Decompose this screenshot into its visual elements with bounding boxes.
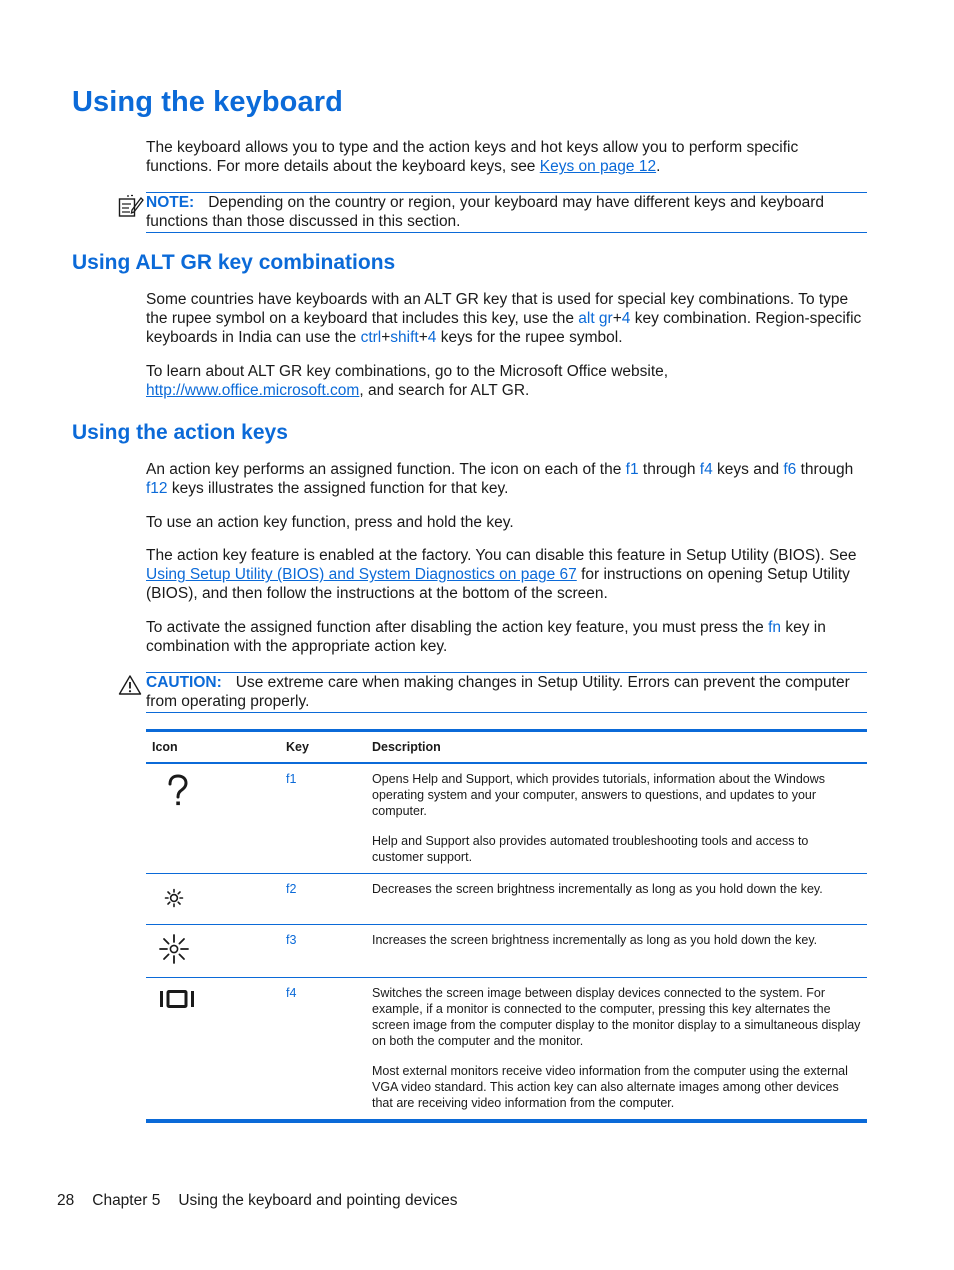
altgr-paragraph-2 [146,362,866,400]
page-number: 28 [57,1192,75,1209]
action-text: for instructions on opening Setup Utility (BIOS), and then follow the instructions at the bottom of the screen. [146,566,850,603]
note-text: Depending on the country or region, your keyboard may have different keys and keyboard functions than those discussed in this section. [146,194,825,231]
switch-display-icon [158,988,198,1010]
key-cell: f1 [280,763,366,874]
header-key: Key [280,731,366,764]
action-paragraph-3 [146,546,866,604]
action-text: The action key feature is enabled at the factory. You can disable this feature in Setup Utility (BIOS). See [146,547,857,564]
action-text: through [638,461,700,478]
plus-sign: + [381,329,391,347]
key-f6: f6 [783,461,797,478]
key-f1: f1 [625,461,639,478]
key-f4: f4 [699,461,713,478]
icon-cell [146,874,280,925]
heading-alt-gr: Using ALT GR key combinations [72,251,396,274]
key-shift: shift [390,329,419,347]
description-cell [366,763,867,874]
action-paragraph-4 [146,618,866,656]
key-alt-gr: alt gr [578,310,613,328]
plus-sign: + [418,329,428,347]
description-cell [366,978,867,1122]
footer-chapter: Chapter 5 [92,1192,161,1209]
description-cell [366,925,867,978]
altgr-text: To learn about ALT GR key combinations, go to the Microsoft Office website, [146,363,669,380]
brightness-up-icon [158,933,190,965]
intro-text-end: . [656,158,661,176]
icon-cell [146,978,280,1122]
key-cell: f2 [280,874,366,925]
brightness-down-icon [162,886,186,910]
note-label: NOTE: [146,194,195,211]
altgr-paragraph-1 [146,290,866,348]
description-text: Opens Help and Support, which provides tutorials, information about the Windows operating system and your computer, answers to questions, and updates to your computer. [372,772,826,818]
note-icon [118,194,144,218]
caution-icon [118,674,142,696]
action-text: To activate the assigned function after disabling the action key feature, you must press the [146,619,769,636]
key-ctrl: ctrl [360,329,382,347]
key-fn: fn [768,619,782,636]
header-icon: Icon [146,731,280,764]
altgr-text: key combination. Region-specific keyboards in India can use the [146,310,862,347]
plus-sign: + [612,310,622,328]
action-text: An action key performs an assigned function. The icon on each of the [146,461,626,478]
icon-cell [146,763,280,874]
altgr-text: keys for the rupee symbol. [436,329,623,347]
altgr-text: , and search for ALT GR. [359,382,530,400]
key-f12: f12 [146,480,168,498]
caution-text: Use extreme care when making changes in Setup Utility. Errors can prevent the computer from operating properly. [146,674,850,711]
key-cell: f3 [280,925,366,978]
intro-paragraph [146,138,866,176]
table-row [146,874,867,925]
description-text: Switches the screen image between display devices connected to the system. For example, if a monitor is connected to the computer, pressing this key alternates the screen image from the computer display to the monitor display to a simultaneous display on both the computer and the monitor. [372,986,861,1048]
table-row [146,925,867,978]
action-paragraph-2: To use an action key function, press and hold the key. [146,514,514,531]
table-row [146,978,867,1122]
table-header-row [146,731,867,764]
description-text: Decreases the screen brightness incrementally as long as you hold down the key. [372,882,823,896]
icon-cell [146,925,280,978]
action-paragraph-1 [146,460,866,498]
page-footer [57,1192,458,1210]
key-4: 4 [621,310,631,328]
setup-utility-link[interactable]: Using Setup Utility (BIOS) and System Diagnostics on page 67 [146,566,577,584]
altgr-text: Some countries have keyboards with an ALT GR key that is used for special key combinations. To type the rupee symbol on a keyboard that includes this key, use the [146,291,849,328]
table-row [146,763,867,874]
footer-chapter-title: Using the keyboard and pointing devices [178,1192,458,1209]
page-title: Using the keyboard [72,86,343,118]
heading-action-keys: Using the action keys [72,421,288,444]
action-keys-table [146,729,867,1123]
description-cell [366,874,867,925]
keys-page-link[interactable]: Keys on page 12 [539,158,657,176]
key-cell: f4 [280,978,366,1122]
description-text: Help and Support also provides automated troubleshooting tools and access to customer support. [372,834,809,864]
action-text: key in combination with the appropriate action key. [146,619,826,656]
action-text: through [796,461,854,478]
caution-label: CAUTION: [146,674,222,691]
action-text: keys and [712,461,784,478]
description-text: Increases the screen brightness incrementally as long as you hold down the key. [372,933,818,947]
action-text: keys illustrates the assigned function for that key. [167,480,509,498]
microsoft-office-link[interactable]: http://www.office.microsoft.com [146,382,360,400]
question-mark-icon [163,774,193,810]
intro-text: The keyboard allows you to type and the action keys and hot keys allow you to perform specific functions. For more details about the keyboard keys, see [146,139,799,176]
caution-box [146,672,867,713]
header-description: Description [366,731,867,764]
key-4: 4 [427,329,437,347]
description-text: Most external monitors receive video information from the computer using the external VGA video standard. This action key can also alternate images among other devices that are receiving video information from the computer. [372,1064,848,1110]
note-box [146,192,867,233]
